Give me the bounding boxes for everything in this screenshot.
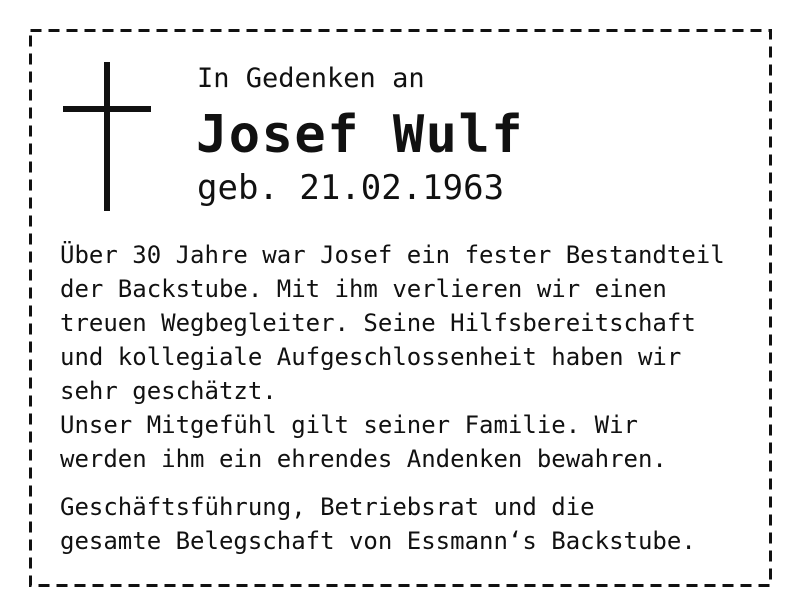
body-line: treuen Wegbegleiter. Seine Hilfsbereitschaft: [60, 309, 696, 337]
cross-vertical-bar: [104, 62, 110, 211]
obituary-paragraph-2: [60, 408, 725, 476]
deceased-name: Josef Wulf: [196, 105, 525, 165]
body-line: Über 30 Jahre war Josef ein fester Bestandteil: [60, 241, 725, 269]
obituary-body: [60, 238, 725, 476]
signature-block: [60, 490, 696, 558]
latin-cross-icon: [63, 62, 151, 211]
body-line: sehr geschätzt.: [60, 377, 277, 405]
obituary-paragraph-1: [60, 238, 725, 408]
cross-horizontal-bar: [63, 106, 151, 112]
body-line: der Backstube. Mit ihm verlieren wir einen: [60, 275, 667, 303]
signature-line: Geschäftsführung, Betriebsrat und die: [60, 493, 595, 521]
body-line: werden ihm ein ehrendes Andenken bewahren.: [60, 445, 667, 473]
body-line: Unser Mitgefühl gilt seiner Familie. Wir: [60, 411, 638, 439]
birth-date-line: geb. 21.02.1963: [197, 168, 505, 208]
obituary-paragraph-3: [60, 490, 696, 558]
memorial-intro-line: In Gedenken an: [197, 63, 425, 94]
signature-line: gesamte Belegschaft von Essmann‘s Backstube.: [60, 527, 696, 555]
body-line: und kollegiale Aufgeschlossenheit haben wir: [60, 343, 682, 371]
